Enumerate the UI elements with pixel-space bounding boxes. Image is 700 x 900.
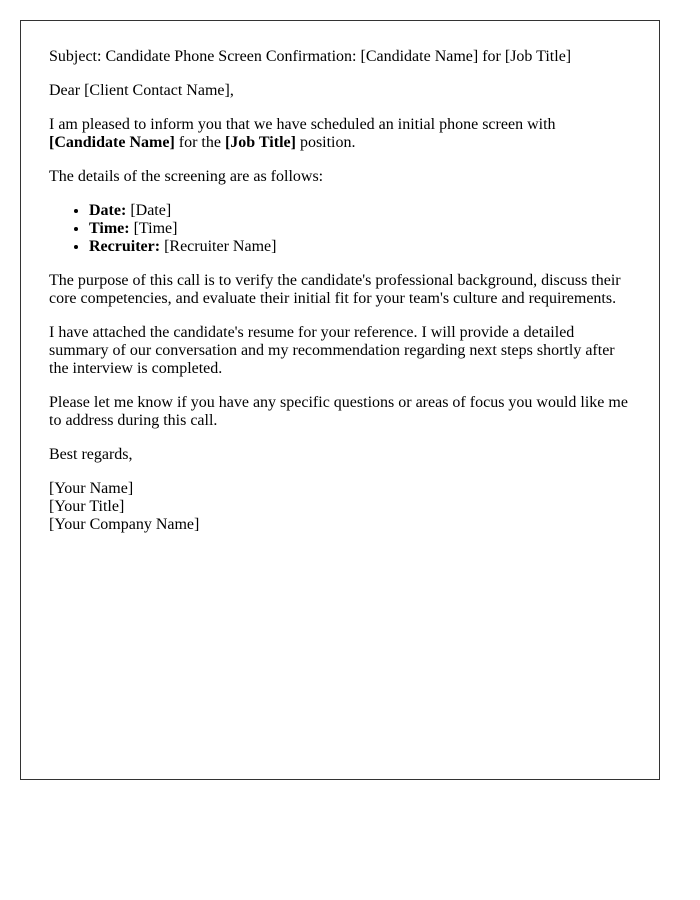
detail-value: [Recruiter Name] (160, 238, 277, 255)
detail-value: [Time] (129, 220, 178, 237)
signature-name: [Your Name] (49, 480, 134, 497)
details-list (49, 202, 631, 256)
detail-value: [Date] (126, 202, 172, 219)
signature-title: [Your Title] (49, 498, 125, 515)
detail-label: Date: (89, 202, 127, 219)
letter-document (20, 20, 660, 780)
intro-text-2: for the (174, 134, 225, 151)
purpose-paragraph: The purpose of this call is to verify the candidate's professional background, discuss their core competencies, and evaluate their initial fit for your team's culture and requirements. (49, 272, 621, 307)
intro-text-3: position. (295, 134, 356, 151)
detail-label: Recruiter: (89, 238, 161, 255)
closing: Best regards, (49, 446, 133, 463)
details-lead: The details of the screening are as follows: (49, 168, 324, 185)
questions-paragraph: Please let me know if you have any specific questions or areas of focus you would like me to address during this call. (49, 394, 628, 429)
salutation: Dear [Client Contact Name], (49, 82, 234, 99)
signature-block (49, 480, 631, 534)
subject-line: Subject: Candidate Phone Screen Confirmation: [Candidate Name] for [Job Title] (49, 48, 572, 65)
detail-date (89, 202, 631, 220)
detail-label: Time: (89, 220, 130, 237)
job-title: [Job Title] (224, 134, 296, 151)
detail-time (89, 220, 631, 238)
detail-recruiter (89, 238, 631, 256)
intro-text-1: I am pleased to inform you that we have scheduled an initial phone screen with (49, 116, 556, 133)
candidate-name: [Candidate Name] (49, 134, 175, 151)
intro-paragraph (49, 116, 631, 152)
signature-company: [Your Company Name] (49, 516, 200, 533)
attachment-paragraph: I have attached the candidate's resume for your reference. I will provide a detailed summary of our conversation and my recommendation regarding next steps shortly after the interview is completed. (49, 324, 615, 377)
